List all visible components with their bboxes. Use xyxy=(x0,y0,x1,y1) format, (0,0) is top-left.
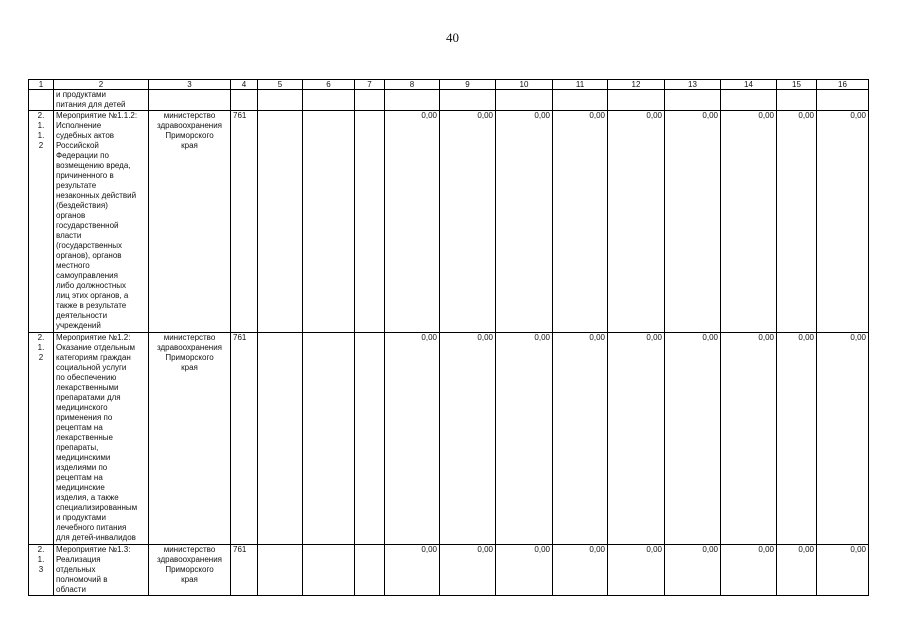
table-cell: Мероприятие №1.1.2: Исполнение судебных актов Российской Федерации по возмещению вреда, причиненного в результате незаконных действий (бездействия) органов государственной власти (государственных органов), органов местного самоуправления либо должностных лиц этих органов, а также в результате деятельности учреждений xyxy=(54,111,149,333)
table-cell: 0,00 xyxy=(665,545,721,596)
column-number-row xyxy=(29,80,869,90)
table-cell: 0,00 xyxy=(553,545,608,596)
table-cell: 761 xyxy=(231,545,258,596)
table-cell xyxy=(303,111,355,333)
table-cell: министерство здравоохранения Приморского края xyxy=(149,111,231,333)
table-cell: 0,00 xyxy=(817,333,869,545)
table-cell: 0,00 xyxy=(385,333,440,545)
table-cell: 0,00 xyxy=(817,545,869,596)
table-cell: Мероприятие №1.3: Реализация отдельных полномочий в области xyxy=(54,545,149,596)
table-cell: 0,00 xyxy=(608,545,665,596)
table-cell: 0,00 xyxy=(721,545,777,596)
table-cell xyxy=(303,545,355,596)
table-cell xyxy=(258,111,303,333)
table-cell xyxy=(608,90,665,111)
table-cell: 0,00 xyxy=(496,545,553,596)
table-cell: 0,00 xyxy=(553,333,608,545)
table-cell: 0,00 xyxy=(385,111,440,333)
column-number: 10 xyxy=(496,80,553,90)
table-cell: 0,00 xyxy=(440,333,496,545)
column-number: 2 xyxy=(54,80,149,90)
table-cell: 0,00 xyxy=(777,333,817,545)
table-cell: 761 xyxy=(231,333,258,545)
table-row xyxy=(29,90,869,111)
table-cell xyxy=(258,545,303,596)
table-cell xyxy=(385,90,440,111)
table-cell: 2. 1. 2 xyxy=(29,333,54,545)
table-cell: 0,00 xyxy=(608,111,665,333)
table-cell xyxy=(231,90,258,111)
table-cell xyxy=(355,90,385,111)
column-number: 14 xyxy=(721,80,777,90)
table-cell: 2. 1. 1. 2 xyxy=(29,111,54,333)
table-cell xyxy=(553,90,608,111)
table-cell: 0,00 xyxy=(496,111,553,333)
table-cell xyxy=(440,90,496,111)
table-cell: 0,00 xyxy=(385,545,440,596)
column-number: 5 xyxy=(258,80,303,90)
table-cell xyxy=(721,90,777,111)
column-number: 6 xyxy=(303,80,355,90)
table-cell xyxy=(258,333,303,545)
table-cell: 0,00 xyxy=(608,333,665,545)
column-number: 1 xyxy=(29,80,54,90)
column-number: 8 xyxy=(385,80,440,90)
table-row xyxy=(29,333,869,545)
table-cell: 0,00 xyxy=(777,545,817,596)
table-cell xyxy=(355,111,385,333)
table-cell: 0,00 xyxy=(777,111,817,333)
column-number: 7 xyxy=(355,80,385,90)
table-cell xyxy=(777,90,817,111)
table-cell: 0,00 xyxy=(665,111,721,333)
table-cell: 0,00 xyxy=(496,333,553,545)
table-cell xyxy=(149,90,231,111)
column-number: 11 xyxy=(553,80,608,90)
table-cell: 2. 1. 3 xyxy=(29,545,54,596)
table-cell xyxy=(665,90,721,111)
table-cell: министерство здравоохранения Приморского края xyxy=(149,545,231,596)
column-number: 3 xyxy=(149,80,231,90)
table-cell: 0,00 xyxy=(665,333,721,545)
page-number: 40 xyxy=(446,30,459,45)
table-cell: 0,00 xyxy=(440,545,496,596)
table-cell xyxy=(29,90,54,111)
table-cell xyxy=(355,545,385,596)
column-number: 16 xyxy=(817,80,869,90)
budget-table xyxy=(28,79,869,596)
table-cell xyxy=(355,333,385,545)
table-cell: 0,00 xyxy=(721,111,777,333)
column-number: 9 xyxy=(440,80,496,90)
table-cell: и продуктами питания для детей xyxy=(54,90,149,111)
table-cell: министерство здравоохранения Приморского края xyxy=(149,333,231,545)
column-number: 4 xyxy=(231,80,258,90)
table-cell xyxy=(817,90,869,111)
table-cell: Мероприятие №1.2: Оказание отдельным категориям граждан социальной услуги по обеспечению лекарственными препаратами для медицинского применения по рецептам на лекарственные препараты, медицинскими изделиями по рецептам на медицинские изделия, а также специализированным и продуктами лечебного питания для детей-инвалидов xyxy=(54,333,149,545)
column-number: 13 xyxy=(665,80,721,90)
table-cell: 0,00 xyxy=(553,111,608,333)
table-cell: 0,00 xyxy=(721,333,777,545)
table-cell xyxy=(303,90,355,111)
table-cell xyxy=(496,90,553,111)
table-row xyxy=(29,545,869,596)
table-cell: 0,00 xyxy=(817,111,869,333)
column-number: 15 xyxy=(777,80,817,90)
table-row xyxy=(29,111,869,333)
column-number: 12 xyxy=(608,80,665,90)
table-cell: 0,00 xyxy=(440,111,496,333)
table-cell: 761 xyxy=(231,111,258,333)
table-cell xyxy=(303,333,355,545)
table-cell xyxy=(258,90,303,111)
